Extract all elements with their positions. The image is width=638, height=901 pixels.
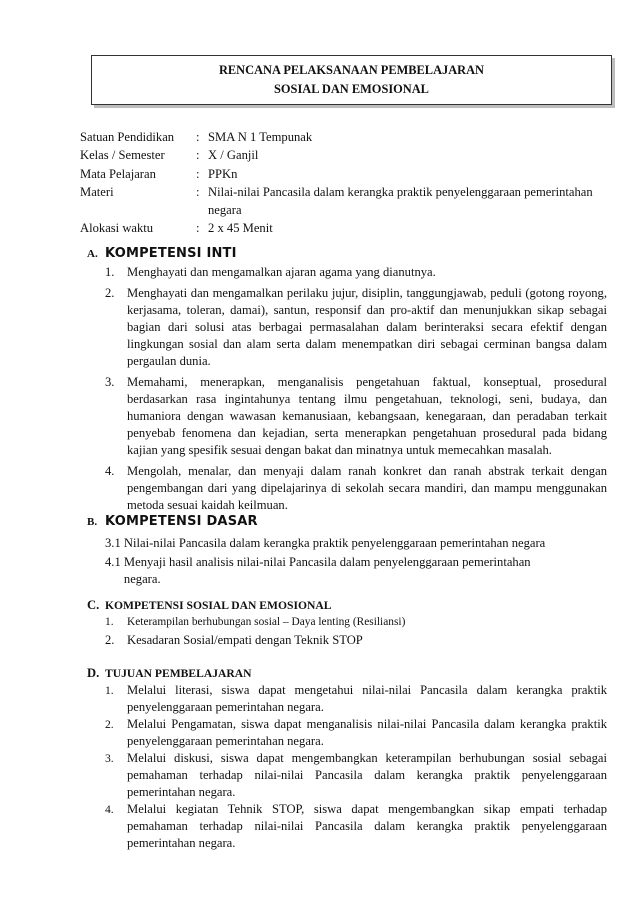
list-item [105, 285, 607, 370]
item-text: Memahami, menerapkan, menganalisis pengetahuan faktual, konseptual, prosedural berdasarkan rasa ingintahunya tentang ilmu pengetahuan, teknologi, seni, budaya, dan humaniora dengan wawasan kemanusiaan, kebangsaan, kenegaraan, dan peradaban terkait penyebab fenomena dan kejadian, serta menerapkan pengetahuan prosedural pada bidang kajian yang spesifik sesuai dengan bakat dan minatnya untuk memecahkan masalah. [127, 375, 607, 457]
list-item [105, 716, 607, 750]
item-text: Melalui literasi, siswa dapat mengetahui nilai-nilai Pancasila dalam kerangka praktik penyelenggaraan pemerintahan negara. [127, 683, 607, 714]
section-letter: C. [87, 598, 100, 612]
identity-row [80, 146, 620, 164]
item-text: Keterampilan berhubungan sosial – Daya lenting (Resiliansi) [127, 616, 406, 628]
section-letter: B. [87, 516, 98, 528]
item-text: Melalui Pengamatan, siswa dapat menganalisis nilai-nilai Pancasila dalam kerangka praktik penyelenggaraan pemerintahan negara. [127, 717, 607, 748]
item-text: Melalui kegiatan Tehnik STOP, siswa dapat mengembangkan sikap empati terhadap pemahaman terhadap nilai-nilai Pancasila dalam kerangka praktik penyelenggaraan pemerintahan negara. [127, 802, 607, 850]
list-item [105, 750, 607, 801]
section-heading [87, 513, 607, 531]
item-number: 1. [105, 684, 114, 697]
identity-value: 2 x 45 Menit [208, 220, 273, 235]
identity-row [80, 183, 620, 219]
item-text: Melalui diskusi, siswa dapat mengembangkan keterampilan berhubungan sosial sebagai pemahaman terhadap nilai-nilai Pancasila dalam kerangka praktik penyelenggaraan pemerintahan negara. [127, 751, 607, 799]
identity-value: X / Ganjil [208, 148, 259, 163]
identity-separator: : [196, 184, 200, 199]
identity-block [80, 128, 620, 237]
section-heading [87, 245, 607, 263]
identity-row [80, 219, 620, 237]
document-subtitle: SOSIAL DAN EMOSIONAL [274, 82, 429, 96]
item-number: 4.1 [105, 555, 121, 569]
item-number: 2. [105, 286, 115, 300]
list-item [105, 682, 607, 716]
item-number: 1. [105, 265, 115, 279]
list-item [105, 630, 607, 650]
list-item [105, 554, 607, 588]
list-item [105, 801, 607, 852]
document-title: RENCANA PELAKSANAAN PEMBELAJARAN [218, 63, 485, 77]
identity-separator: : [196, 220, 200, 235]
item-number: 1. [105, 616, 114, 628]
identity-value: Nilai-nilai Pancasila dalam kerangka praktik penyelenggaraan pemerintahan negara [208, 184, 593, 217]
item-number: 3. [105, 752, 114, 765]
section-kompetensi-inti [87, 245, 607, 514]
item-number: 4. [105, 803, 114, 816]
section-title: KOMPETENSI INTI [105, 246, 237, 261]
tujuan-pembelajaran-list [105, 682, 607, 852]
list-item [105, 264, 607, 281]
section-kompetensi-dasar [87, 513, 607, 588]
identity-separator: : [196, 166, 200, 181]
item-number: 2. [105, 633, 115, 647]
item-text: Menghayati dan mengamalkan perilaku jujur, disiplin, tanggungjawab, peduli (gotong royong, kerjasama, toleran, damai), santun, responsif dan pro-aktif dan menunjukkan sikap sebagai bagian dari solusi atas berbagai permasalahan dalam berinteraksi secara efektif dengan lingkungan sosial dan alam serta dalam menempatkan diri sebagai cerminan bangsa dalam pergaulan dunia. [127, 286, 607, 368]
item-number: 2. [105, 718, 114, 731]
identity-row [80, 128, 620, 146]
item-text: Mengolah, menalar, dan menyaji dalam ranah konkret dan ranah abstrak terkait dengan pengembangan dari yang dipelajarinya di sekolah secara mandiri, dan mampu menggunakan metoda sesuai kaidah keilmuan. [127, 464, 607, 512]
identity-separator: : [196, 130, 200, 144]
item-number: 3. [105, 375, 115, 389]
document-title-box [91, 55, 612, 105]
section-letter: A. [87, 248, 98, 260]
section-title: TUJUAN PEMBELAJARAN [105, 667, 252, 680]
identity-separator: : [196, 148, 200, 163]
identity-label: Materi [80, 184, 114, 199]
identity-row [80, 165, 620, 183]
identity-value: PPKn [208, 166, 238, 181]
section-tujuan-pembelajaran [87, 665, 607, 852]
kompetensi-inti-list [105, 264, 607, 514]
identity-label: Alokasi waktu [80, 220, 154, 235]
list-item [105, 535, 607, 552]
section-heading [87, 597, 607, 614]
section-letter: D. [87, 666, 100, 680]
kompetensi-dasar-list [105, 535, 607, 588]
item-number: 4. [105, 464, 115, 478]
identity-label: Satuan Pendidikan [80, 130, 175, 144]
identity-label: Mata Pelajaran [80, 166, 156, 181]
item-number: 3.1 [105, 536, 121, 550]
section-title: KOMPETENSI SOSIAL DAN EMOSIONAL [105, 599, 332, 612]
section-heading [87, 665, 607, 682]
item-text: Nilai-nilai Pancasila dalam kerangka praktik penyelenggaraan pemerintahan negara [123, 536, 546, 550]
section-title: KOMPETENSI DASAR [105, 514, 258, 529]
list-item [105, 614, 607, 630]
item-text: Menghayati dan mengamalkan ajaran agama yang dianutnya. [127, 265, 436, 279]
item-text: Menyaji hasil analisis nilai-nilai Pancasila dalam penyelenggaraan pemerintahan negara. [123, 555, 531, 586]
item-text: Kesadaran Sosial/empati dengan Teknik STOP [127, 633, 363, 647]
identity-value: SMA N 1 Tempunak [208, 130, 313, 144]
section-kompetensi-sosial-emosional [87, 597, 607, 650]
list-item [105, 374, 607, 459]
identity-label: Kelas / Semester [80, 148, 165, 163]
list-item [105, 463, 607, 514]
kompetensi-sosial-list [105, 614, 607, 650]
